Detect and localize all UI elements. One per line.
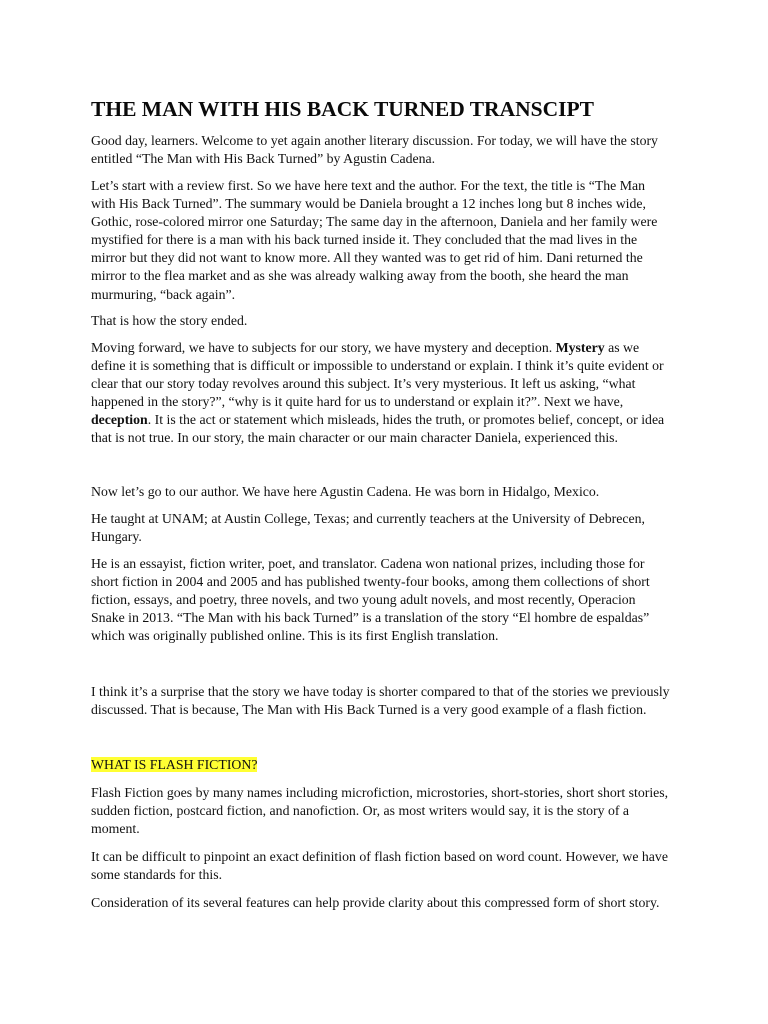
flash-definition-paragraph: It can be difficult to pinpoint an exact definition of flash fiction based on word count. However, we have some standards for this. — [91, 849, 668, 883]
flash-fiction-heading-line — [91, 756, 671, 774]
subjects-text-2: as we define it is something that is difficult or impossible to understand or explain. I think it’s quite evident or clear that our story today revolves around this subject. It’s very mysterious. It left us asking, “what happened in the story?”, “why is it quite hard for us to understand or explain it?”. Next we have, — [91, 340, 664, 410]
subjects-text-3: . It is the act or statement which misleads, hides the truth, or promotes belief, concept, or idea that is not true. In our story, the main character or our main character Daniela, experienced this. — [91, 412, 665, 446]
surprise-paragraph: I think it’s a surprise that the story we have today is shorter compared to that of the stories we previously discussed. That is because, The Man with His Back Turned is a very good example of a flash fiction. — [91, 684, 670, 718]
subjects-paragraph — [91, 339, 671, 448]
flash-features-paragraph: Consideration of its several features can help provide clarity about this compressed form of short story. — [91, 895, 660, 910]
flash-names-paragraph: Flash Fiction goes by many names including microfiction, microstories, short-stories, short short stories, sudden fiction, postcard fiction, and nanofiction. Or, as most writers would say, it is the story of a moment. — [91, 785, 669, 837]
term-deception: deception — [91, 412, 148, 428]
author-works-paragraph: He is an essayist, fiction writer, poet, and translator. Cadena won national prizes, including those for short fiction in 2004 and 2005 and has published twenty-four books, among them collections of short fiction, essays, and poetry, three novels, and two young adult novels, and most recently, Operacion Snake in 2013. “The Man with his back Turned” is a translation of the story “El hombre de espaldas” which was originally published online. This is its first English translation. — [91, 556, 650, 644]
review-paragraph: Let’s start with a review first. So we have here text and the author. For the text, the title is “The Man with His Back Turned”. The summary would be Daniela brought a 12 inches long but 8 inches wide, Gothic, rose-colored mirror one Saturday; The same day in the afternoon, Daniela and her family were mystified for there is a man with his back turned inside it. They concluded that the mad lives in the mirror but they did not want to know more. All they wanted was to get rid of him. Dani returned the mirror to the flea market and as she was already walking away from the booth, she heard the man murmuring, “back again”. — [91, 178, 658, 302]
author-teaching-paragraph: He taught at UNAM; at Austin College, Texas; and currently teachers at the University of Debrecen, Hungary. — [91, 511, 645, 545]
document-title: THE MAN WITH HIS BACK TURNED TRANSCIPT — [91, 97, 594, 121]
intro-paragraph: Good day, learners. Welcome to yet again another literary discussion. For today, we will have the story entitled “The Man with His Back Turned” by Agustin Cadena. — [91, 133, 658, 167]
subjects-text-1: Moving forward, we have to subjects for our story, we have mystery and deception. — [91, 340, 556, 355]
term-mystery: Mystery — [555, 340, 605, 355]
flash-fiction-heading: WHAT IS FLASH FICTION? — [91, 757, 258, 772]
ending-paragraph: That is how the story ended. — [91, 313, 248, 328]
author-intro-paragraph: Now let’s go to our author. We have here Agustin Cadena. He was born in Hidalgo, Mexico. — [91, 484, 600, 499]
